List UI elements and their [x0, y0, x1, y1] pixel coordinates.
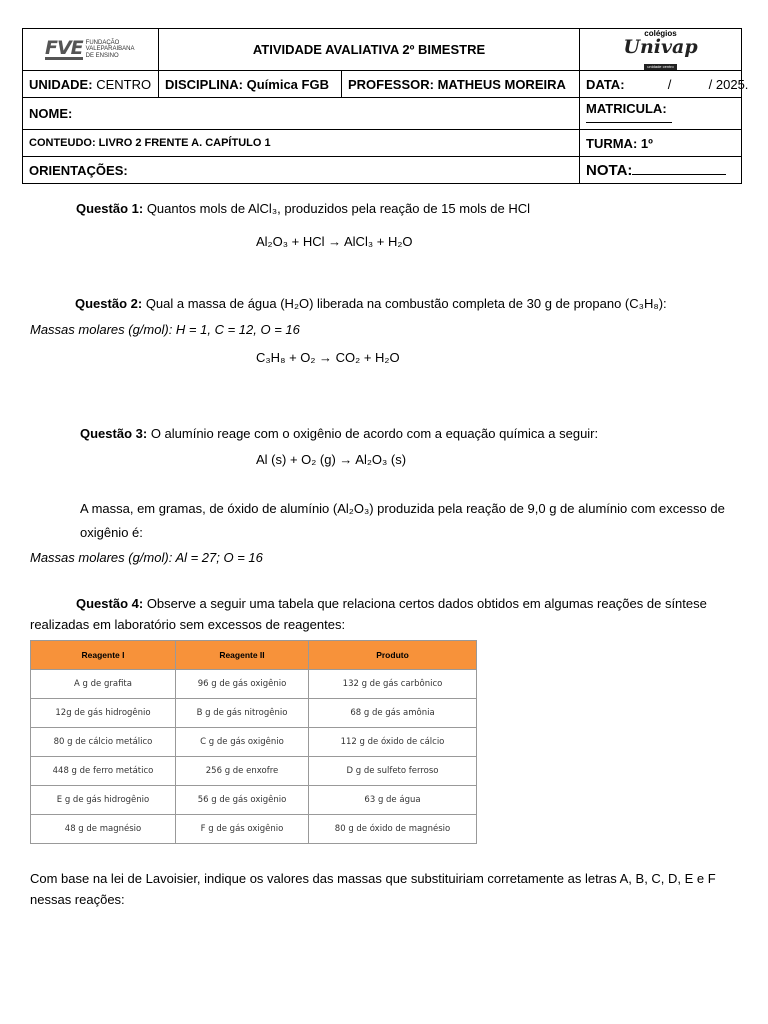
q3-equation: Al (s) + O₂ (g) → Al₂O₃ (s) — [256, 452, 407, 467]
q2-text: Qual a massa de água (H₂O) liberada na combustão completa de 30 g de propano (C₃H₈): — [145, 296, 667, 311]
table-row — [31, 757, 477, 786]
table-cell: 63 g de água — [309, 786, 477, 815]
fve-logo-cell — [23, 29, 159, 71]
q3-label: Questão 3: — [80, 426, 148, 441]
table-header: Produto — [309, 641, 477, 670]
conteudo-cell: CONTEUDO: LIVRO 2 FRENTE A. CAPÍTULO 1 — [23, 130, 580, 157]
page-title: ATIVIDADE AVALIATIVA 2º BIMESTRE — [159, 29, 580, 71]
q1-equation: Al₂O₃ + HCl → AlCl₃ + H₂O — [256, 234, 413, 249]
table-row — [31, 815, 477, 844]
table-cell: 80 g de cálcio metálico — [31, 728, 176, 757]
reactions-table — [30, 640, 477, 844]
table-cell: A g de grafita — [31, 670, 176, 699]
table-cell: 132 g de gás carbônico — [309, 670, 477, 699]
q1-statement — [76, 201, 530, 217]
table-cell: B g de gás nitrogênio — [176, 699, 309, 728]
unidade-cell: UNIDADE: CENTRO — [23, 71, 159, 98]
q1-label: Questão 1: — [76, 201, 144, 216]
q4-line1: Observe a seguir uma tabela que relaciona certos dados obtidos em algumas reações de síntese — [146, 596, 707, 611]
disciplina-cell: DISCIPLINA: Química FGB — [159, 71, 342, 98]
table-header: Reagente II — [176, 641, 309, 670]
orientacoes-cell: ORIENTAÇÕES: — [23, 157, 580, 184]
q2-equation: C₃H₈ + O₂ → CO₂ + H₂O — [256, 350, 400, 365]
table-row — [31, 670, 477, 699]
table-row — [31, 699, 477, 728]
q2-label: Questão 2: — [75, 296, 143, 311]
q4-label: Questão 4: — [76, 596, 144, 611]
q3-body-line2: oxigênio é: — [80, 525, 143, 540]
table-row — [31, 728, 477, 757]
q4-line2: realizadas em laboratório sem excessos de reagentes: — [30, 617, 346, 632]
q2-molar-masses: Massas molares (g/mol): H = 1, C = 12, O = 16 — [30, 322, 300, 337]
date-cell: DATA: / / 2025. — [580, 71, 742, 98]
table-cell: 256 g de enxofre — [176, 757, 309, 786]
fve-logo-mark: FVE — [45, 37, 83, 59]
table-cell: 12g de gás hidrogênio — [31, 699, 176, 728]
table-cell: 80 g de óxido de magnésio — [309, 815, 477, 844]
nota-field[interactable]: NOTA: — [580, 157, 742, 184]
table-cell: 68 g de gás amônia — [309, 699, 477, 728]
table-cell: 48 g de magnésio — [31, 815, 176, 844]
nome-field[interactable]: NOME: — [23, 98, 580, 130]
table-cell: 112 g de óxido de cálcio — [309, 728, 477, 757]
table-cell: 96 g de gás oxigênio — [176, 670, 309, 699]
univap-logo-cell — [580, 29, 742, 71]
matricula-field[interactable]: MATRICULA: — [580, 98, 742, 130]
q3-statement — [80, 426, 598, 442]
q3-molar-masses: Massas molares (g/mol): Al = 27; O = 16 — [30, 550, 263, 565]
table-cell: D g de sulfeto ferroso — [309, 757, 477, 786]
professor-cell: PROFESSOR: MATHEUS MOREIRA — [342, 71, 580, 98]
q4-statement — [76, 596, 707, 612]
matricula-line — [586, 116, 672, 123]
header-table — [22, 28, 749, 184]
table-cell: C g de gás oxigênio — [176, 728, 309, 757]
table-cell: 56 g de gás oxigênio — [176, 786, 309, 815]
q1-text: Quantos mols de AlCl₃, produzidos pela reação de 15 mols de HCl — [146, 201, 531, 216]
turma-cell: TURMA: 1º — [580, 130, 742, 157]
q4-final-line1: Com base na lei de Lavoisier, indique os valores das massas que substituiriam corretamente as letras A, B, C, D, E e F — [30, 871, 716, 886]
q3-text: O alumínio reage com o oxigênio de acordo com a equação química a seguir: — [150, 426, 599, 441]
fve-logo — [29, 39, 152, 60]
table-cell: E g de gás hidrogênio — [31, 786, 176, 815]
fve-logo-text: FUNDAÇÃO VALEPARAIBANA DE ENSINO — [85, 39, 135, 59]
table-row — [31, 786, 477, 815]
nota-line — [632, 163, 726, 175]
table-cell: F g de gás oxigênio — [176, 815, 309, 844]
q3-body-line1: A massa, em gramas, de óxido de alumínio (Al₂O₃) produzida pela reação de 9,0 g de alumínio com excesso de — [80, 501, 725, 516]
q2-statement — [75, 296, 667, 312]
table-header: Reagente I — [31, 641, 176, 670]
table-cell: 448 g de ferro metático — [31, 757, 176, 786]
q4-final-line2: nessas reações: — [30, 892, 125, 907]
univap-logo: colégios Univap unidade centro — [623, 28, 698, 69]
